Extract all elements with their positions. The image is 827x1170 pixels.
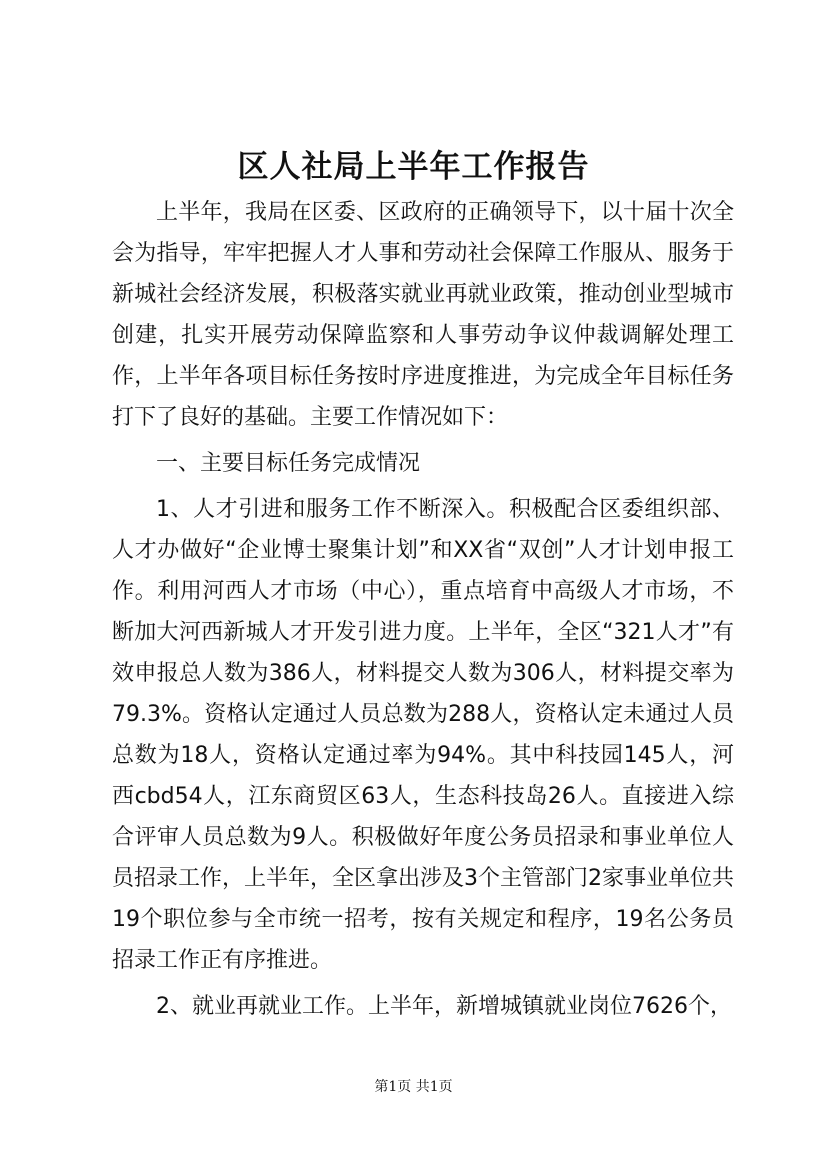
paragraph-employment: 2、就业再就业工作。上半年，新增城镇就业岗位7626个， xyxy=(156,994,732,1019)
page-footer: 第1页 共1页 xyxy=(374,1079,453,1095)
document-body xyxy=(112,192,734,1032)
paragraph-section-heading: 一、主要目标任务完成情况 xyxy=(156,451,421,476)
paragraph-intro: 上半年，我局在区委、区政府的正确领导下，以十届十次全会为指导，牢牢把握人才人事和劳动社会保障工作服从、服务于新城社会经济发展，积极落实就业再就业政策，推动创业型城市创建，扎实开展劳动保障监察和人事劳动争议仲裁调解处理工作，上半年各项目标任务按时序进度推进，为完成全年目标任务打下了良好的基础。主要工作情况如下： xyxy=(112,200,734,430)
paragraph-talent-recruitment: 1、人才引进和服务工作不断深入。积极配合区委组织部、人才办做好“企业博士聚集计划”和XX省“双创”人才计划申报工作。利用河西人才市场（中心），重点培育中高级人才市场，不断加大河西新城人才开发引进力度。上半年，全区“321人才”有效申报总人数为386人，材料提交人数为306人，材料提交率为79.3%。资格认定通过人员总数为288人，资格认定未通过人员总数为18人，资格认定通过率为94%。其中科技园145人，河西cbd54人，江东商贸区63人，生态科技岛26人。直接进入综合评审人员总数为9人。积极做好年度公务员招录和事业单位人员招录工作，上半年，全区拿出涉及3个主管部门2家事业单位共19个职位参与全市统一招考，按有关规定和程序，19名公务员招录工作正有序推进。 xyxy=(112,497,734,973)
document-title: 区人社局上半年工作报告 xyxy=(237,149,590,185)
